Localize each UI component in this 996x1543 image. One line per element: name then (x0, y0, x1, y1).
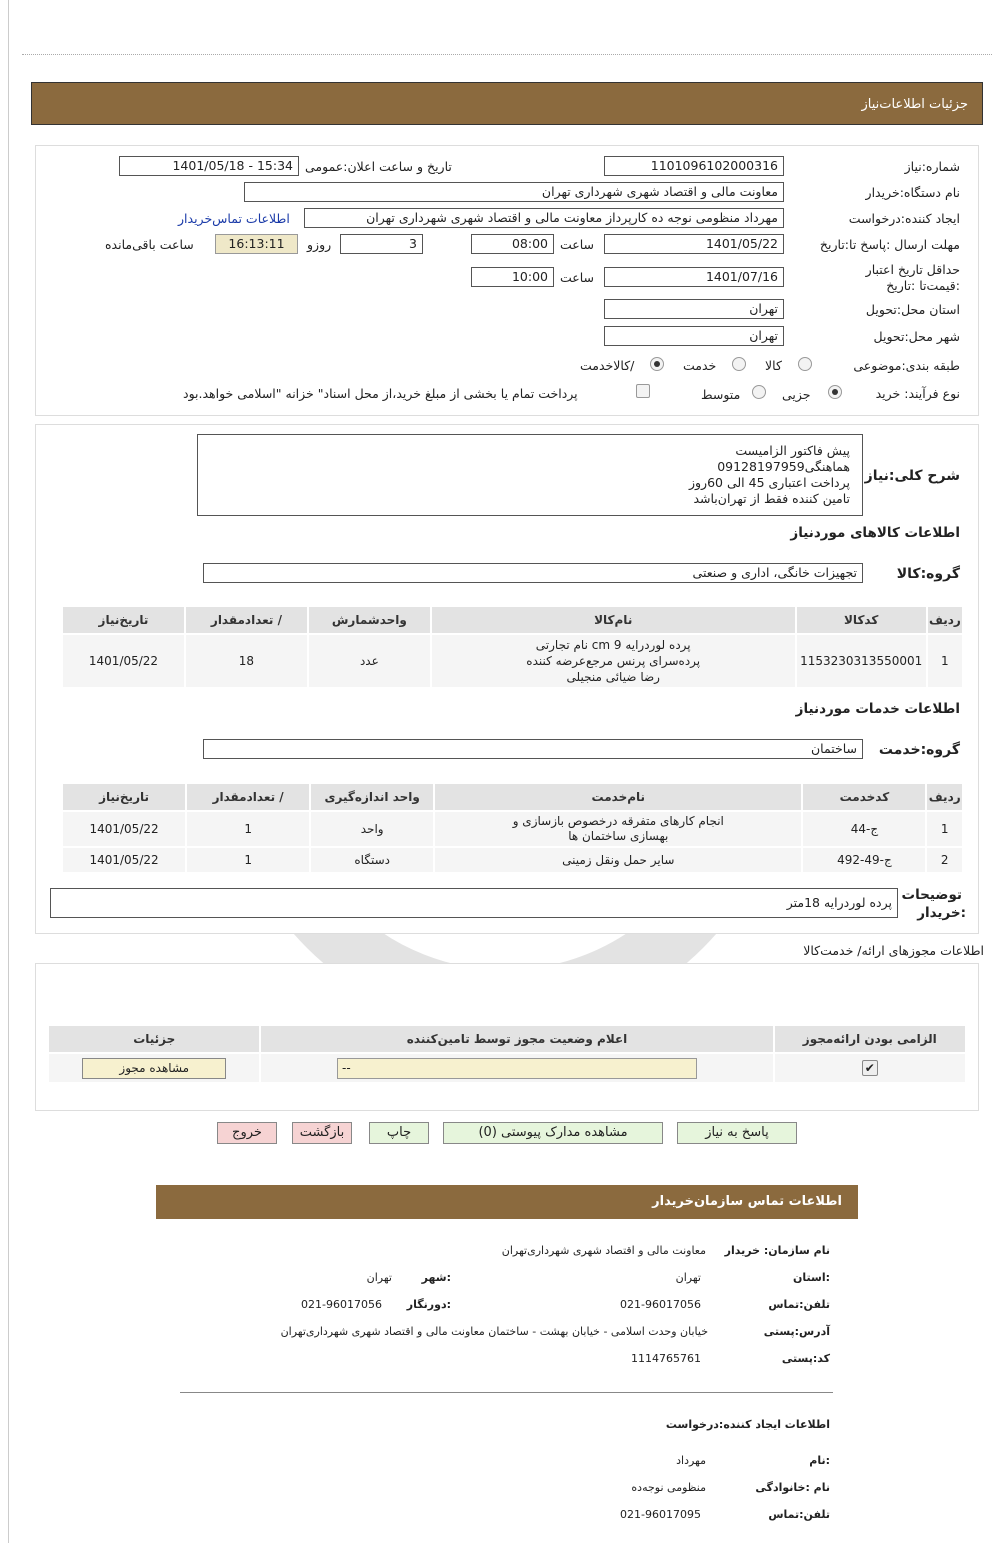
creator-name: مهرداد (676, 1454, 706, 1467)
permit-required-checkbox[interactable]: ✔ (862, 1060, 878, 1076)
deadline-time-field: 08:00 (471, 234, 554, 254)
col-header: نام‌کالا (432, 607, 795, 633)
permit-status-field[interactable]: -- (337, 1058, 697, 1079)
buyer-org-label: نام دستگاه:خریدار (865, 185, 960, 200)
row-date: 1401/05/22 (63, 812, 185, 846)
goods-group-field: تجهیزات خانگی، اداری و صنعتی (203, 563, 863, 583)
requester-field: مهرداد منظومی نوجه ده کارپرداز معاونت مالی و اقتصاد شهری شهرداری تهران (304, 208, 784, 228)
details-header-bar (31, 82, 983, 125)
contact-header-bar (156, 1185, 858, 1219)
top-divider (22, 54, 992, 55)
row-index: 1 (927, 812, 962, 846)
process-partial-radio[interactable] (828, 385, 842, 399)
buyer-org-field: معاونت مالی و اقتصاد شهری شهرداری تهران (244, 182, 784, 202)
permit-details-cell (49, 1054, 259, 1082)
category-both-label: /کالاخدمت (580, 358, 635, 373)
contact-city: تهران (366, 1271, 392, 1284)
description-line: پیش فاکتور الزامیست (735, 443, 850, 458)
city-field: تهران (604, 326, 784, 346)
permit-required-cell (775, 1054, 965, 1082)
services-group-field: ساختمان (203, 739, 863, 759)
col-header: کدکالا (797, 607, 926, 633)
validity-label: حداقل تاریخ اعتبار :قیمت‌تا :تاریخ (865, 262, 960, 293)
buyer-notes-field: پرده لوردرایه 18متر (50, 888, 898, 918)
need-number-label: شماره:نیاز (904, 159, 960, 174)
category-label: طبقه بندی:موضوعی (853, 358, 960, 373)
col-header: ردیف (927, 784, 962, 810)
contact-org-label: نام سازمان: خریدار (724, 1244, 830, 1257)
deadline-time-label: ساعت (560, 237, 595, 252)
row-name (432, 635, 795, 687)
reply-button[interactable]: پاسخ به نیاز (677, 1122, 797, 1144)
breadcrumb[interactable]: جزئیات اطلاعات‌نیاز (861, 97, 968, 112)
need-number-field: 1101096102000316 (604, 156, 784, 176)
permit-status-cell (261, 1054, 772, 1082)
creator-title: اطلاعات ایجاد کننده:درخواست (665, 1418, 830, 1431)
goods-group-label: گروه:کالا (896, 566, 960, 582)
contact-province: تهران (675, 1271, 701, 1284)
description-box (197, 434, 863, 516)
col-header: نام‌خدمت (435, 784, 801, 810)
col-header: تاریخ‌نیاز (63, 784, 185, 810)
row-qty: 1 (187, 812, 309, 846)
validity-time-field: 10:00 (471, 267, 554, 287)
category-both-radio[interactable] (650, 357, 664, 371)
contact-fax-label: :دورنگار (406, 1298, 451, 1311)
province-field: تهران (604, 299, 784, 319)
table-row (49, 1054, 965, 1082)
announce-field: 1401/05/18 - 15:34 (119, 156, 299, 176)
creator-name-label: :نام (809, 1454, 830, 1467)
col-header: واحد اندازه‌گیری (311, 784, 433, 810)
contact-title: اطلاعات تماس سازمان‌خریدار (652, 1194, 842, 1209)
row-unit: واحد (311, 812, 433, 846)
contact-divider (180, 1392, 833, 1393)
creator-phone: 021-96017095 (620, 1508, 701, 1521)
row-code: ج-44 (803, 812, 925, 846)
goods-section-title: اطلاعات کالاهای موردنیاز (790, 525, 960, 541)
exit-button[interactable]: خروج (217, 1122, 277, 1144)
creator-family-label: نام :خانوادگی (755, 1481, 830, 1494)
announce-label: تاریخ و ساعت اعلان:عمومی (305, 159, 452, 174)
row-index: 2 (927, 848, 962, 872)
description-line: پرداخت اعتباری 45 الی 60روز (688, 475, 850, 490)
category-goods-radio[interactable] (798, 357, 812, 371)
col-header: ردیف (928, 607, 962, 633)
row-name: سایر حمل ونقل زمینی (435, 848, 801, 872)
table-row (63, 635, 962, 687)
goods-table (61, 605, 964, 689)
col-header: / تعدادمقدار (186, 607, 307, 633)
table-row (63, 848, 962, 872)
treasury-payment-checkbox[interactable] (636, 384, 650, 398)
validity-time-label: ساعت (560, 270, 595, 285)
creator-phone-label: تلفن:تماس (768, 1508, 830, 1521)
permits-title: اطلاعات مجوزهای ارائه/ خدمت‌کالا (803, 943, 984, 958)
row-qty: 18 (186, 635, 307, 687)
col-header: اعلام وضعیت مجوز توسط تامین‌کننده (261, 1026, 772, 1052)
contact-address: خیابان وحدت اسلامی - خیابان بهشت - ساختمان معاونت مالی و اقتصاد شهری شهرداری‌تهران (280, 1325, 708, 1338)
deadline-date-field: 1401/05/22 (604, 234, 784, 254)
remaining-time: 16:13:11 (215, 234, 298, 254)
col-header: واحدشمارش (309, 607, 430, 633)
page-left-border (8, 0, 9, 1543)
process-partial-label: جزیی (782, 387, 811, 402)
contact-province-label: :استان (793, 1271, 830, 1284)
city-label: شهر محل:تحویل (873, 329, 960, 344)
col-header: تاریخ‌نیاز (63, 607, 184, 633)
remaining-label: ساعت باقی‌مانده (105, 237, 194, 252)
print-button[interactable]: چاپ (369, 1122, 429, 1144)
row-unit: دستگاه (311, 848, 433, 872)
col-header: الزامی بودن ارائه‌مجوز (775, 1026, 965, 1052)
process-medium-radio[interactable] (752, 385, 766, 399)
services-table (61, 782, 964, 874)
row-code: 1153230313550001 (797, 635, 926, 687)
col-header: / تعدادمقدار (187, 784, 309, 810)
row-name-line: پرده‌سرای پرنس مرجع‌عرضه کننده (526, 654, 701, 668)
process-medium-label: متوسط (701, 387, 741, 402)
description-line: هماهنگی09128197959 (717, 459, 850, 474)
buyer-notes-label: توضیحات (901, 887, 962, 903)
permits-table (47, 1024, 967, 1084)
category-goods-label: کالا (765, 358, 782, 373)
contact-city-label: :شهر (421, 1271, 451, 1284)
services-section-title: اطلاعات خدمات موردنیاز (795, 701, 960, 717)
row-code: ج-49-492 (803, 848, 925, 872)
row-date: 1401/05/22 (63, 635, 184, 687)
description-line: تامین کننده فقط از تهران‌باشد (693, 491, 850, 506)
requester-label: ایجاد کننده:درخواست (848, 211, 960, 226)
row-name-line: بهسازی ساختمان ها (568, 829, 669, 843)
description-label: شرح کلی:نیاز (864, 468, 960, 484)
view-permit-button[interactable]: مشاهده مجوز (82, 1058, 226, 1079)
days-field: 3 (340, 234, 423, 254)
row-name-line: انجام کارهای متفرقه درخصوص بازسازی و (512, 814, 724, 828)
validity-date-field: 1401/07/16 (604, 267, 784, 287)
back-button[interactable]: بازگشت (292, 1122, 352, 1144)
province-label: استان محل:تحویل (865, 302, 960, 317)
process-label: نوع فرآیند: خرید (875, 386, 960, 401)
treasury-payment-note: پرداخت تمام یا بخشی از مبلغ خرید،از محل اسناد" خزانه "اسلامی خواهد.بود (183, 386, 578, 401)
days-label: روزو (307, 237, 332, 252)
row-name (435, 812, 801, 846)
row-name-line: رضا ضیائی منجیلی (566, 670, 660, 684)
buyer-contact-link[interactable]: اطلاعات تماس‌خریدار (178, 211, 290, 226)
row-name-line: پرده لوردرایه 9 cm نام تجارتی (535, 638, 691, 652)
contact-org: معاونت مالی و اقتصاد شهری شهرداری‌تهران (501, 1244, 706, 1257)
row-unit: عدد (309, 635, 430, 687)
attachments-button[interactable]: مشاهده مدارک پیوستی (0) (443, 1122, 663, 1144)
col-header: جزئیات (49, 1026, 259, 1052)
contact-phone: 021-96017056 (620, 1298, 701, 1311)
contact-phone-label: تلفن:تماس (768, 1298, 830, 1311)
deadline-label: مهلت ارسال :پاسخ تا:تاریخ (819, 237, 960, 252)
category-service-radio[interactable] (732, 357, 746, 371)
row-qty: 1 (187, 848, 309, 872)
creator-family: منظومی نوجه‌ده (631, 1481, 706, 1494)
row-index: 1 (928, 635, 962, 687)
row-date: 1401/05/22 (63, 848, 185, 872)
contact-fax: 021-96017056 (301, 1298, 382, 1311)
contact-address-label: آدرس:پستی (763, 1325, 830, 1338)
table-row (63, 812, 962, 846)
contact-postal-label: کد:پستی (781, 1352, 830, 1365)
contact-postal: 1114765761 (631, 1352, 701, 1365)
category-service-label: خدمت (683, 358, 717, 373)
col-header: کدخدمت (803, 784, 925, 810)
services-group-label: گروه:خدمت (878, 742, 960, 758)
buyer-notes-label-2: :خریدار (917, 905, 966, 921)
